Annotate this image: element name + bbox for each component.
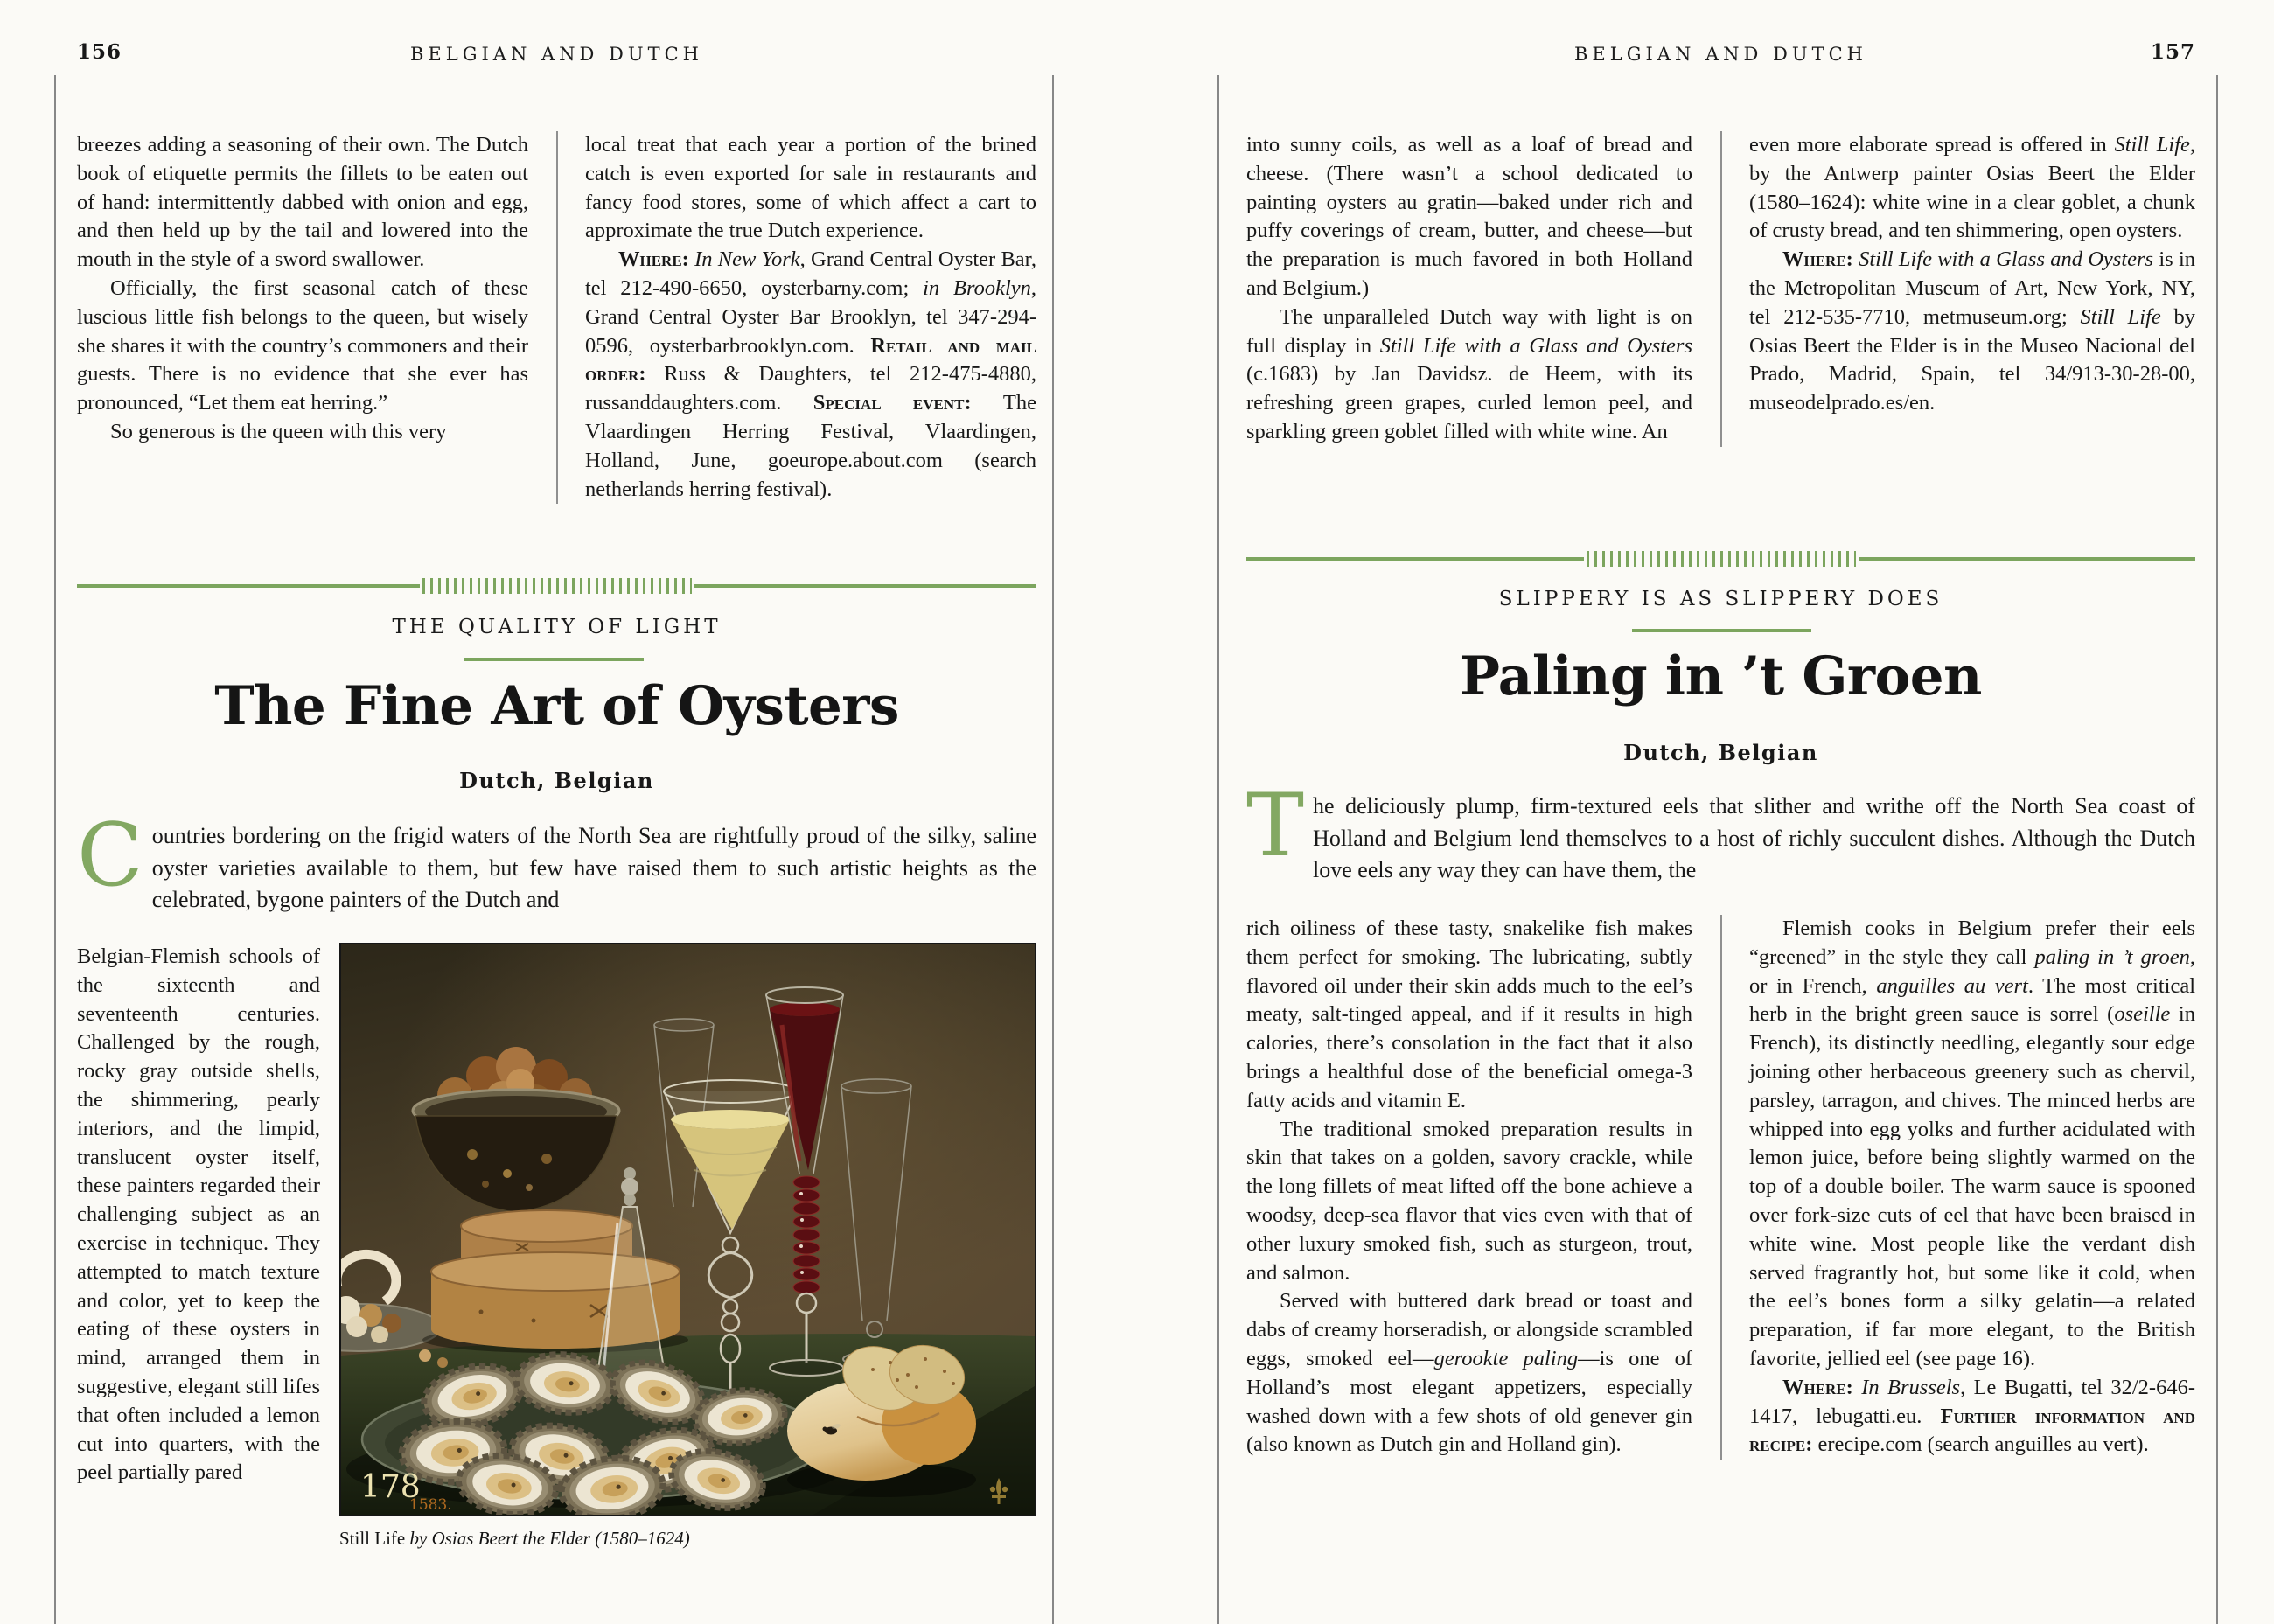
run-in-label: Further information and recipe: xyxy=(1749,1404,2195,1457)
paragraph xyxy=(77,943,320,1488)
text-run: in French), its distinctly needling, elegantly sour edge joining other herbaceous greenery such as chervil, parsley, tarragon, and chives. The minced herbs are whipped into egg yolks and further acidulated with lemon juice, before being slightly warmed on the top of a double boiler. The warm sauce is spooned over fork-size cuts of eel that have been braised in white wine. Most people like the verdant dish served fragrantly hot, but some like it cold, when the eel’s bones form a silky gelatin—a related preparation, if far more elegant, to the British favorite, jellied eel (see page 16). xyxy=(1749,1002,2195,1370)
paragraph xyxy=(77,131,528,275)
left-page-right-rule xyxy=(1052,75,1054,1624)
left-top-column-2 xyxy=(585,131,1036,504)
text-run: So generous is the queen with this very xyxy=(110,419,447,443)
left-lower-block xyxy=(77,943,1036,1550)
right-page-left-rule xyxy=(1217,75,1219,1624)
article-intro-left xyxy=(77,805,1036,917)
text-run: Belgian-Flemish schools of the sixteenth and seventeenth centuries. Challenged by the rough, rocky gray outside shells, the shimmering, pearly interiors, and the limpid, translucent oyster itself, these painters regarded their challenging subject as an exercise in technique. They attempted to match texture and color, yet to keep the eating of these oysters in mind, arranged them in suggestive, elegant still lifes that often included a lemon cut into quarters, with the peel partially pared xyxy=(77,944,320,1485)
running-head-right: BELGIAN AND DUTCH xyxy=(1574,44,1867,65)
text-run: in Brooklyn xyxy=(923,275,1031,300)
ornament-comb xyxy=(422,578,692,594)
text-run: breezes adding a seasoning of their own. The Dutch book of etiquette permits the fillets to be eaten out of hand: intermittently dabbed with onion and egg, and then held up by the tail and lowered into the mouth in the style of a sword swallower. xyxy=(77,133,528,272)
painting-inscription-number: 178 xyxy=(360,1469,421,1505)
text-run: anguilles au vert xyxy=(1876,973,2028,998)
intro-text: he deliciously plump, firm-textured eels that slither and writhe off the North Sea coast of Holland and Belgium lend themselves to a host of richly succulent dishes. Although the Dutch love eels any way they can have them, the xyxy=(1313,793,2195,882)
kicker-rule-left xyxy=(464,658,644,661)
text-run: The traditional smoked preparation results in skin that takes on a golden, savory crackle, while the long fillets of meat lifted off the bone achieve a woodsy, deep-sea flavor that vies even with that of other luxury smoked fish, such as sturgeon, trout, and salmon. xyxy=(1246,1117,1692,1285)
text-run: by Osias Beert the Elder is in the Museo Nacional del Prado, Madrid, Spain, tel 34/913-30-28-00, museodelprado.es/en. xyxy=(1749,304,2196,415)
text-run: In Brussels xyxy=(1861,1375,1961,1399)
article-title-right: Paling in ’t Groen xyxy=(1460,645,1982,707)
intro-text: ountries bordering on the frigid waters of the North Sea are rightfully proud of the silky, saline oyster varieties available to them, but few have raised them to such artistic heights as the celebrated, bygone painters of the Dutch and xyxy=(151,823,1036,912)
painting-frame xyxy=(339,943,1036,1516)
run-in-label: Where: xyxy=(1782,1375,1862,1399)
text-run: —is one of Holland’s most elegant appetizers, especially washed down with a few shots of old genever gin (also known as Dutch gin and Holland gin). xyxy=(1246,1346,1692,1457)
page-number-right: 157 xyxy=(2150,40,2195,64)
paragraph xyxy=(1246,1287,1692,1460)
paragraph xyxy=(585,131,1036,246)
twisted-red-stem xyxy=(793,1176,820,1293)
article-origin-right: Dutch, Belgian xyxy=(1623,740,1818,765)
ornament-line-left xyxy=(77,584,420,588)
text-run: Still Life xyxy=(2080,304,2161,329)
right-top-column-2 xyxy=(1749,131,2195,447)
text-run: Still Life with a Glass and Oysters xyxy=(1379,333,1692,358)
paragraph xyxy=(1749,131,2195,246)
ornament-line-right xyxy=(694,584,1037,588)
text-run: local treat that each year a portion of the brined catch is even exported for sale in restaurants and fancy food stores, some of which affect a cart to approximate the true Dutch experience. xyxy=(585,133,1036,243)
text-run: Still Life with a Glass and Oysters xyxy=(1859,247,2154,272)
paragraph xyxy=(1749,1374,2195,1460)
kicker-right: SLIPPERY IS AS SLIPPERY DOES xyxy=(1498,588,1943,610)
column-divider-rule xyxy=(1692,915,1749,1460)
right-top-column-1 xyxy=(1246,131,1692,447)
left-side-column xyxy=(77,943,320,1550)
text-run: The unparalleled Dutch way with light is on full display in xyxy=(1246,304,1692,358)
run-in-label: Retail and mail order: xyxy=(585,333,1036,387)
left-top-columns xyxy=(77,131,1036,504)
paragraph xyxy=(1749,246,2195,418)
run-in-label: Where: xyxy=(1782,247,1859,272)
right-top-columns xyxy=(1246,131,2195,447)
kicker-left: THE QUALITY OF LIGHT xyxy=(392,616,722,638)
text-run: . The most critical herb in the bright green sauce is sorrel ( xyxy=(1749,973,2196,1027)
right-lower-columns xyxy=(1246,915,2195,1460)
text-run: (c.1683) by Jan Davidsz. de Heem, with its refreshing green grapes, curled lemon peel, and sparkling green goblet filled with white wine. An xyxy=(1246,362,1692,443)
article-intro-right xyxy=(1246,776,2195,887)
article-title-left: The Fine Art of Oysters xyxy=(214,675,899,737)
text-run: The Vlaardingen Herring Festival, Vlaardingen, Holland, June, goeurope.about.com (search netherlands herring festival). xyxy=(585,391,1036,501)
text-run: In New York xyxy=(694,247,800,272)
run-in-label: Special event: xyxy=(813,391,1003,415)
article-origin-left: Dutch, Belgian xyxy=(459,768,654,793)
text-run: , Grand Central Oyster Bar, tel 212-490-6650, oysterbarny.com; xyxy=(585,247,1036,300)
text-run: , or in French, xyxy=(1749,944,2195,998)
painting-figure xyxy=(339,943,1036,1550)
text-run: Flemish cooks in Belgium prefer their eels “greened” in the style they call xyxy=(1749,917,2195,969)
text-run: even more elaborate spread is offered in xyxy=(1749,133,2115,157)
text-run: , Le Bugatti, tel 32/2-646-1417, lebugatti.eu. xyxy=(1749,1375,2195,1428)
text-run: , by the Antwerp painter Osias Beert the Elder (1580–1624): white wine in a clear goblet, a chunk of crusty bread, and ten shimmering, open oysters. xyxy=(1749,133,2196,243)
section-divider-ornament xyxy=(1246,551,2195,567)
text-run: by Osias Beert the Elder (1580–1624) xyxy=(409,1528,690,1549)
section-divider-ornament xyxy=(77,578,1036,594)
page-number-left: 156 xyxy=(77,40,122,64)
text-run: Served with buttered dark bread or toast and dabs of creamy horseradish, or alongside scrambled eggs, smoked eel— xyxy=(1246,1289,1692,1370)
text-run: is in the Metropolitan Museum of Art, New York, NY, tel 212-535-7710, metmuseum.org; xyxy=(1749,247,2195,329)
ornament-line-right xyxy=(1859,557,2196,561)
ornament-comb xyxy=(1587,551,1856,567)
run-in-label: Where: xyxy=(618,247,695,272)
column-divider-rule xyxy=(528,131,585,504)
left-page-left-rule xyxy=(54,75,56,1624)
text-run: Russ & Daughters, tel 212-475-4880, russanddaughters.com. xyxy=(585,362,1036,415)
text-run: oseille xyxy=(2114,1002,2171,1027)
paragraph xyxy=(1246,915,1692,1116)
text-run: erecipe.com (search anguilles au vert). xyxy=(1817,1432,2149,1457)
painting-inscription-year: 1583. xyxy=(409,1496,452,1514)
text-run: paling in ’t groen xyxy=(2034,944,2190,969)
right-lower-column-2 xyxy=(1749,915,2195,1460)
still-life-painting xyxy=(341,944,1035,1515)
text-run: Officially, the first seasonal catch of these luscious little fish belongs to the queen, but wisely she shares it with the country’s commoners and their guests. There is no evidence that she ever has pronounced, “Let them eat herring.” xyxy=(77,275,528,415)
paragraph xyxy=(1246,131,1692,303)
text-run: Still Life xyxy=(2114,133,2190,157)
right-lower-column-1 xyxy=(1246,915,1692,1460)
left-top-column-1 xyxy=(77,131,528,504)
dropcap-letter: T xyxy=(1246,776,1305,876)
paragraph xyxy=(77,275,528,418)
paragraph xyxy=(585,246,1036,504)
paragraph xyxy=(1749,915,2195,1374)
text-run: , Grand Central Oyster Bar Brooklyn, tel 347-294-0596, oysterbarbrooklyn.com. xyxy=(585,275,1036,358)
text-run: gerookte paling xyxy=(1433,1346,1579,1370)
kicker-rule-right xyxy=(1632,629,1811,632)
paragraph xyxy=(77,418,528,447)
text-run: Still Life xyxy=(339,1528,410,1549)
running-head-left: BELGIAN AND DUTCH xyxy=(410,44,703,65)
text-run: into sunny coils, as well as a loaf of bread and cheese. (There wasn’t a school dedicated to painting oysters au gratin—baked under rich and puffy coverings of cream, butter, and cheese—but the preparation is much favored in both Holland and Belgium.) xyxy=(1246,133,1692,300)
painting-caption xyxy=(339,1527,1036,1550)
paragraph xyxy=(1246,303,1692,447)
text-run: rich oiliness of these tasty, snakelike fish makes them perfect for smoking. The lubricating, subtly flavored oil under their skin adds much to the eel’s meaty, salt-tinged appeal, and if it results in high calories, there’s consolation in the fact that it also brings a healthful dose of the beneficial omega-3 fatty acids and vitamin E. xyxy=(1246,917,1692,1112)
dropcap-letter: C xyxy=(77,805,143,906)
ornament-line-left xyxy=(1246,557,1584,561)
column-divider-rule xyxy=(1692,131,1749,447)
right-page-right-rule xyxy=(2216,75,2218,1624)
paragraph xyxy=(1246,1116,1692,1288)
